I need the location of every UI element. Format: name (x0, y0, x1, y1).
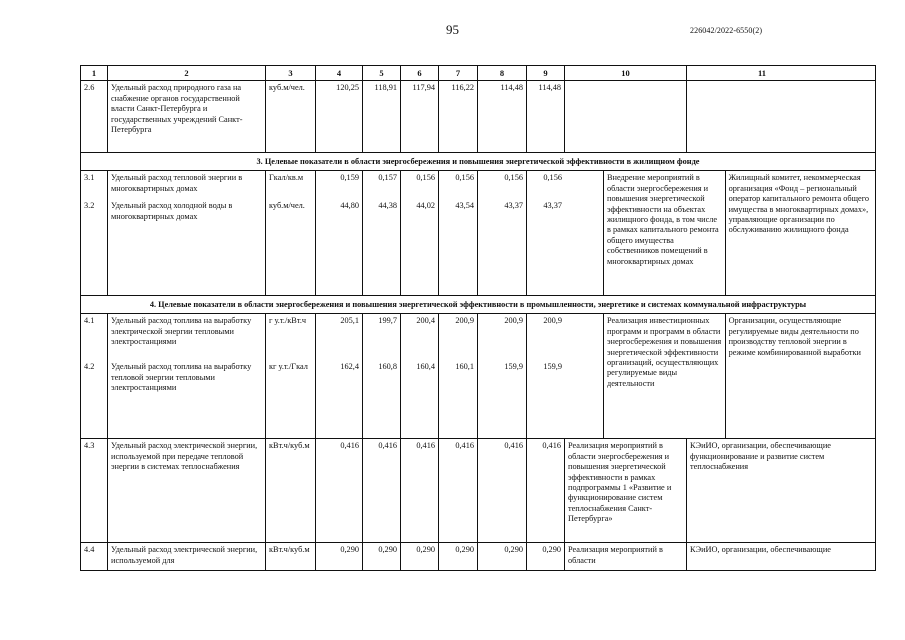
unit-cell: Гкал/кв.м (266, 171, 316, 199)
column-header: 6 (401, 66, 439, 80)
column-header: 11 (757, 68, 767, 78)
value-cell: 0,416 (401, 439, 439, 542)
table-row (81, 360, 603, 438)
unit-cell: куб.м/чел. (266, 81, 316, 152)
table-row-group (81, 171, 875, 296)
value-cell: 159,9 (478, 360, 527, 438)
table-row-group (81, 314, 875, 439)
value-cell: 200,9 (439, 314, 478, 360)
row-number: 2.6 (81, 81, 108, 152)
value-cell: 0,156 (401, 171, 439, 199)
column-header: 8 (478, 66, 527, 80)
value-cell: 117,94 (401, 81, 439, 152)
value-cell: 0,157 (363, 171, 401, 199)
value-cell: 200,9 (478, 314, 527, 360)
column-header: 1 (81, 66, 108, 80)
value-cell: 114,48 (527, 81, 565, 152)
table-row (81, 543, 875, 570)
section-title: 4. Целевые показатели в области энергосбережения и повышения энергетической эффективности в промышленности, энергетике и системах коммунальной инфраструктуры (149, 300, 807, 310)
indicator-name: Удельный расход электрической энергии, используемой для (108, 543, 266, 570)
measures-cell: Внедрение мероприятий в области энергосбережения и повышения энергетической эффективности на объектах жилищного фонда, в том числе в рамках капитального ремонта общего имущества собственников помещений в многоквартирных домах (604, 171, 726, 295)
table-row (81, 314, 603, 360)
value-cell: 0,416 (439, 439, 478, 542)
value-cell: 0,156 (478, 171, 527, 199)
page-number: 95 (446, 22, 459, 37)
indicator-name: Удельный расход топлива на выработку электрической энергии тепловыми электростанциями (108, 314, 266, 360)
responsible-cell: Жилищный комитет, некоммерческая организация «Фонд – региональный оператор капитального ремонта общего имущества в многоквартирных домах», управляющие организации по обслуживанию жилищного фонда (728, 173, 870, 235)
measures-cell (565, 81, 687, 152)
unit-cell: кг у.т./Гкал (266, 360, 316, 438)
column-header: 5 (363, 66, 401, 80)
value-cell: 0,416 (363, 439, 401, 542)
measures-cell: Реализация мероприятий в области энергосбережения и повышения энергетической эффективности в рамках подпрограммы 1 «Развитие и функционирование систем теплоснабжения Санкт-Петербурга» (565, 439, 687, 542)
table-row (81, 439, 875, 543)
value-cell: 160,1 (439, 360, 478, 438)
value-cell: 0,159 (316, 171, 363, 199)
responsible-cell: КЭиИО, организации, обеспечивающие (690, 545, 831, 555)
unit-cell: кВт.ч/куб.м (266, 439, 316, 542)
value-cell: 0,416 (478, 439, 527, 542)
section-header-row (81, 153, 875, 171)
column-header: 4 (316, 66, 363, 80)
document-reference: 226042/2022-6550(2) (690, 26, 763, 35)
value-cell: 118,91 (363, 81, 401, 152)
row-number: 4.2 (81, 360, 108, 438)
value-cell: 199,7 (363, 314, 401, 360)
value-cell: 116,22 (439, 81, 478, 152)
value-cell: 0,156 (543, 173, 562, 183)
measures-cell: Реализация инвестиционных программ и программ в области энергосбережения и повышения энергетической эффективности организаций, осуществляющих регулируемые виды деятельности (604, 314, 726, 438)
column-header: 7 (439, 66, 478, 80)
value-cell: 160,4 (401, 360, 439, 438)
value-cell: 159,9 (543, 362, 562, 372)
value-cell: 114,48 (478, 81, 527, 152)
responsible-cell (687, 81, 837, 152)
responsible-cell: Организации, осуществляющие регулируемые виды деятельности по производству тепловой энергии в режиме комбинированной выработки (728, 316, 861, 357)
value-cell: 43,54 (439, 199, 478, 295)
value-cell: 0,290 (527, 543, 565, 570)
value-cell: 200,4 (401, 314, 439, 360)
value-cell: 44,80 (316, 199, 363, 295)
measures-cell: Реализация мероприятий в области (565, 543, 687, 570)
value-cell: 0,290 (478, 543, 527, 570)
indicator-name: Удельный расход тепловой энергии в многоквартирных домах (108, 171, 266, 199)
row-number: 3.1 (81, 171, 108, 199)
column-header: 3 (266, 66, 316, 80)
indicator-name: Удельный расход топлива на выработку тепловой энергии тепловыми электростанциями (108, 360, 266, 438)
value-cell: 43,37 (543, 201, 562, 211)
column-header: 9 (527, 66, 565, 80)
table-row (81, 171, 603, 199)
unit-cell: куб.м/чел. (266, 199, 316, 295)
value-cell: 44,38 (363, 199, 401, 295)
value-cell: 162,4 (316, 360, 363, 438)
value-cell: 0,290 (363, 543, 401, 570)
indicator-name: Удельный расход природного газа на снабжение органов государственной власти Санкт-Петербурга и государственных учреждений Санкт-Петербурга (108, 81, 266, 152)
value-cell: 44,02 (401, 199, 439, 295)
indicators-table (80, 65, 876, 571)
value-cell: 0,156 (439, 171, 478, 199)
table-row (81, 199, 603, 295)
value-cell: 0,290 (401, 543, 439, 570)
column-header: 2 (108, 66, 266, 80)
indicator-name: Удельный расход холодной воды в многоквартирных домах (108, 199, 266, 295)
table-row (81, 81, 875, 153)
value-cell: 0,416 (316, 439, 363, 542)
row-number: 4.4 (81, 543, 108, 570)
row-number: 4.3 (81, 439, 108, 542)
value-cell: 200,9 (543, 316, 562, 326)
row-number: 3.2 (81, 199, 108, 295)
value-cell: 205,1 (316, 314, 363, 360)
value-cell: 120,25 (316, 81, 363, 152)
unit-cell: кВт.ч/куб.м (266, 543, 316, 570)
table-header-row (81, 66, 875, 81)
value-cell: 0,416 (527, 439, 565, 542)
column-header: 10 (565, 66, 687, 80)
value-cell: 0,290 (439, 543, 478, 570)
section-title: 3. Целевые показатели в области энергосбережения и повышения энергетической эффективности в жилищном фонде (256, 157, 700, 167)
responsible-cell: КЭиИО, организации, обеспечивающие функционирование и развитие систем теплоснабжения (690, 441, 831, 472)
row-number: 4.1 (81, 314, 108, 360)
unit-cell: г у.т./кВт.ч (266, 314, 316, 360)
value-cell: 43,37 (478, 199, 527, 295)
indicator-name: Удельный расход электрической энергии, используемой при передаче тепловой энергии в системах теплоснабжения (108, 439, 266, 542)
section-header-row (81, 296, 875, 314)
value-cell: 160,8 (363, 360, 401, 438)
value-cell: 0,290 (316, 543, 363, 570)
